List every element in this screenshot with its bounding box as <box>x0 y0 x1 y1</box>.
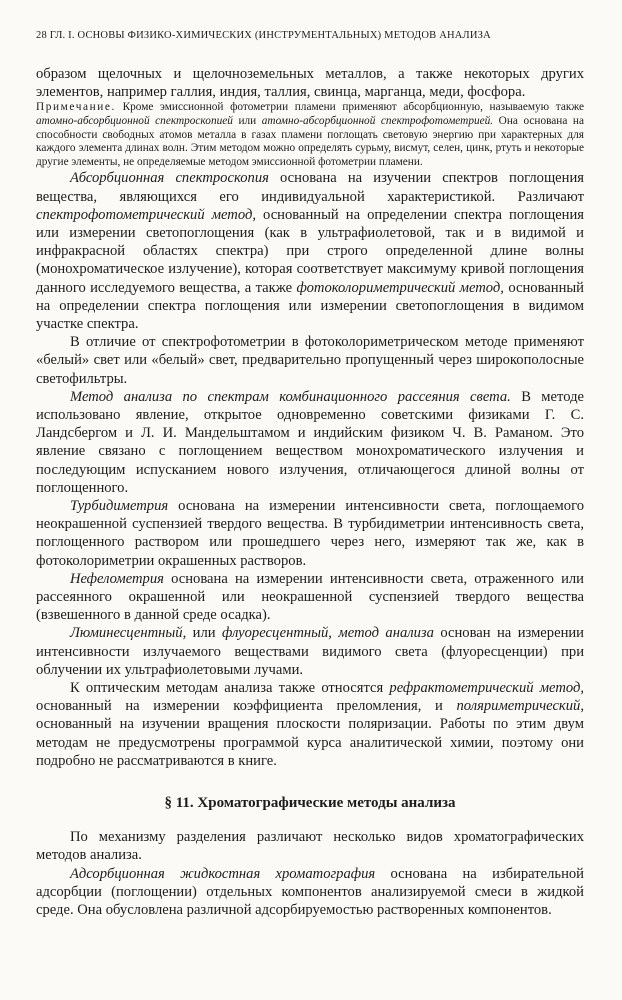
paragraph-refractometry: К оптическим методам анализа также относятся рефрактометрический метод, основанный на измерении коэффициента преломления, и поляриметрический, основанный на изучении вращения плоскости поляризации. Работы по этим двум методам не предусмотрены программой курса аналитической химии, поэтому они подробно не рассматриваются в книге. <box>36 680 585 769</box>
paragraph-photocolorimetry: В отличие от спектрофотометрии в фотоколориметрическом методе применяют «белый» свет или «белый» свет, предварительно пропущенный через широкополосные светофильтры. <box>36 334 584 387</box>
running-header <box>36 30 586 41</box>
section-heading: § 11. Хроматографические методы анализа <box>164 795 456 812</box>
paragraph-turbidimetry: Турбидиметрия основана на измерении интенсивности света, поглощаемого неокрашенной суспензией твердого вещества. В турбидиметрии интенсивность света, поглощенного раствором или прошедшего через него, измеряют так же, как в фотоколориметрии окрашенных растворов. <box>36 498 584 569</box>
paragraph-nephelometry: Нефелометрия основана на измерении интенсивности света, отраженного или рассеянного окрашенной или неокрашенной суспензией твердого вещества (взвешенного в данной среде осадка). <box>36 570 584 624</box>
footnote-remark: Примечание. Кроме эмиссионной фотометрии пламени применяют абсорбционную, называемую также атомно-абсорбционной спектроскопией или атомно-абсорбционной спектрофотометрией. Она основана на способности свободных атомов металла в газах пламени поглощать световую энергию при характерных для каждого элемента длинах волн. Этим методом можно определять сурьму, висмут, селен, цинк, ртуть и некоторые другие элементы, не определяемые методом эмиссионной фотометрии пламени. <box>36 101 584 168</box>
paragraph-1: образом щелочных и щелочноземельных металлов, а также некоторых других элементов, например галлия, индия, таллия, свинца, марганца, меди, фосфора. <box>36 66 584 101</box>
paragraph-luminescence: Люминесцентный, или флуоресцентный, метод анализа основан на измерении интенсивности излучаемого веществами видимого света (флуоресценции) при облучении их ультрафиолетовыми лучами. <box>36 625 584 678</box>
page-number: 28 <box>36 30 47 41</box>
note-label: Примечание. <box>36 101 116 114</box>
running-title: ГЛ. I. ОСНОВЫ ФИЗИКО-ХИМИЧЕСКИХ (ИНСТРУМЕНТАЛЬНЫХ) МЕТОДОВ АНАЛИЗА <box>49 30 491 41</box>
paragraph-raman: Метод анализа по спектрам комбинационного рассеяния света. В методе использовано явление, открытое одновременно советскими физиками Г. С. Ландсбергом и Л. И. Мандельштамом и индийским физиком Ч. В. Раманом. Это явление связано с поглощением веществом монохроматического излучения и последующим испусканием нового излучения, отличающегося длиной волны от поглощенного. <box>36 388 584 496</box>
paragraph-chromatography-intro: По механизму разделения различают несколько видов хроматографических методов анализа. <box>36 829 584 864</box>
paragraph-absorption: Абсорбционная спектроскопия основана на изучении спектров поглощения вещества, являющихся его индивидуальной характеристикой. Различают спектрофотометрический метод, основанный на определении спектра поглощения или измерении светопоглощения (как в ультрафиолетовой, так и в видимой и инфракрасной областях спектра) при строго определенной длине волны (монохроматическое излучение), которая соответствует максимуму кривой поглощения данного исследуемого вещества, а также фотоколориметрический метод, основанный на определении спектра поглощения или измерении светопоглощения в видимом участке спектра. <box>36 170 585 332</box>
paragraph-adsorption-chromatography: Адсорбционная жидкостная хроматография основана на избирательной адсорбции (поглощении) отдельных компонентов анализируемой смеси в жидкой среде. Она обусловлена различной адсорбируемостью растворенных компонентов. <box>36 865 584 919</box>
main-text <box>36 65 584 919</box>
